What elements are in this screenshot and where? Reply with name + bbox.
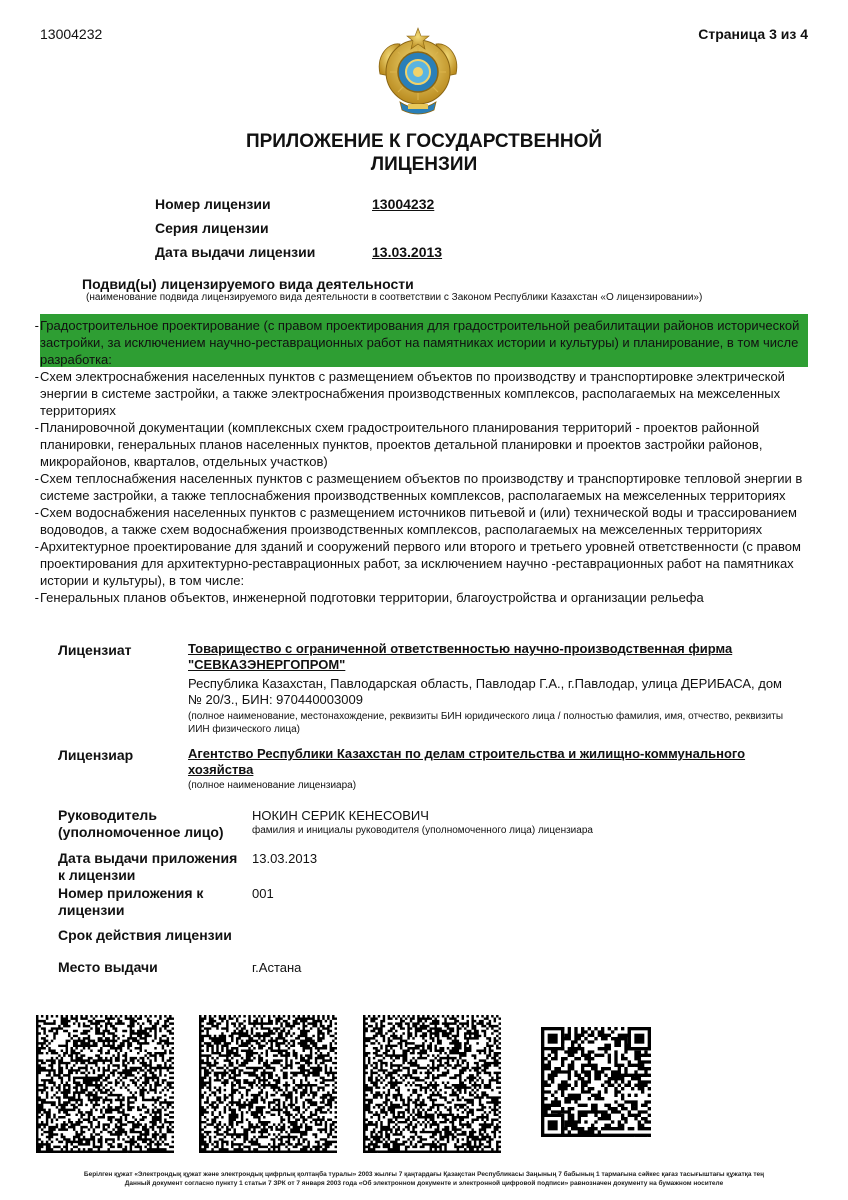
validity-label: Срок действия лицензии (58, 927, 232, 943)
footer-line-2: Данный документ согласно пункту 1 статьи 7 ЗРК от 7 января 2003 года «Об электронном документе и электронной цифровой подписи» равнозначен документу на бумажном носителе (124, 1180, 724, 1187)
activity-list (34, 317, 810, 606)
qr-code-icon (541, 1027, 651, 1137)
title-line-1: ПРИЛОЖЕНИЕ К ГОСУДАРСТВЕННОЙ (245, 131, 603, 152)
appendix-date-value: 13.03.2013 (252, 851, 318, 866)
sub-activity-text: Схем теплоснабжения населенных пунктов с размещением объектов по производству и транспортировке тепловой энергии в системе застройки, а также теплоснабжения производственных комплексов, располагаемых на межселенных территориях (40, 471, 803, 503)
licensor-note: (полное наименование лицензиара) (188, 780, 357, 791)
appendix-number-label: Номер приложения к лицензии (58, 885, 204, 918)
licensee-label: Лицензиат (58, 642, 132, 658)
head-block (252, 807, 593, 837)
sub-activity-list (34, 589, 810, 606)
licensee-name: Товарищество с ограниченной ответственностью научно-производственная фирма "СЕВКАЗЭНЕРГОПРОМ" (188, 641, 733, 672)
license-number-label: Номер лицензии (155, 196, 271, 212)
footer (0, 1170, 848, 1188)
licensee-note: (полное наименование, местонахождение, реквизиты БИН юридического лица / полностью фамилия, имя, отчество, реквизиты ИИН физического лица) (188, 711, 784, 735)
sub-activity-text: Генеральных планов объектов, инженерной подготовки территории, благоустройства и организации рельефа (40, 590, 704, 605)
sub-activity-text: Схем водоснабжения населенных пунктов с размещением источников питьевой и (или) технической воды и трассированием водоводов, а также схем водоснабжения производственных комплексов, располагаемых на межселенных территориях (40, 505, 797, 537)
sub-activity-item: -Генеральных планов объектов, инженерной подготовки территории, благоустройства и организации рельефа (34, 590, 704, 605)
appendix-date-label: Дата выдачи приложения к лицензии (58, 850, 238, 883)
sub-activity-item: -Схем электроснабжения населенных пунктов с размещением объектов по производству и транспортировке электрической энергии в системе застройки, а также электроснабжения производственных комплексов, располагаемых на межселенных территориях (34, 369, 785, 418)
license-date-label: Дата выдачи лицензии (155, 244, 316, 260)
license-series-label: Серия лицензии (155, 220, 269, 236)
footer-line-1: Берілген құжат «Электрондық құжат және электрондық цифрлық қолтаңба туралы» 2003 жылғы 7 қаңтардағы Қазақстан Республикасы Заңының 7 бабының 1 тармағына сәйкес қағаз тасығыштағы құжатқа тең (83, 1171, 765, 1178)
document-number: 13004232 (40, 26, 103, 42)
sub-activity-item: -Схем водоснабжения населенных пунктов с размещением источников питьевой и (или) технической воды и трассированием водоводов, а также схем водоснабжения производственных комплексов, располагаемых на межселенных территориях (34, 505, 797, 537)
document-title (0, 130, 848, 176)
sub-activity-item: -Планировочной документации (комплексных схем градостроительного планирования территорий - проектов районной планировки, генеральных планов населенных пунктов, проектов детальной планировки и проектов застройки районов, микрорайонов, кварталов, отдельных участков) (34, 420, 763, 469)
licensee-block (188, 641, 788, 736)
head-label: Руководитель (уполномоченное лицо) (58, 807, 224, 840)
sub-activity-text: Схем электроснабжения населенных пунктов с размещением объектов по производству и транспортировке электрической энергии в системе застройки, а также электроснабжения производственных комплексов, располагаемых на межселенных территориях (40, 369, 785, 418)
subtype-heading: Подвид(ы) лицензируемого вида деятельности (82, 276, 414, 292)
activity-text: Архитектурное проектирование для зданий и сооружений первого или второго и третьего уровней ответственности (с правом проектирования для архитектурно-реставрационных работ, за исключением научно -реставрационных работ на памятниках истории и культуры), в том числе: (40, 539, 801, 588)
license-date-value: 13.03.2013 (372, 244, 443, 260)
activity-item: -Градостроительное проектирование (с правом проектирования для градостроительной реабилитации районов исторической застройки, за исключением научно-реставрационных работ на памятниках истории и культуры) и планирование, в том числе разработка: -Схем электроснабжения населенных пунктов с размещением объектов по производству и транспортировке электрической энергии в системе застройки, а также электроснабжения производственных комплексов, располагаемых на межселенных территориях -Планировочной документации (комплексных схем градостроительного планирования территорий - проектов районной планировки, генеральных планов населенных пунктов, проектов детальной планировки и проектов застройки районов, микрорайонов, кварталов, отдельных участков) -Схем теплоснабжения населенных пунктов с размещением объектов по производству и транспортировке тепловой энергии в системе застройки, а также теплоснабжения производственных комплексов, располагаемых на межселенных территориях -Схем водоснабжения населенных пунктов с размещением источников питьевой и (или) технической воды и трассированием водоводов, а также схем водоснабжения производственных комплексов, располагаемых на межселенных территориях (40, 317, 810, 538)
barcode-1-icon (36, 1015, 174, 1153)
licensee-address: Республика Казахстан, Павлодарская область, Павлодар Г.А., г.Павлодар, улица ДЕРИБАСА, дом № 20/3., БИН: 970440003009 (188, 676, 782, 707)
head-note: фамилия и инициалы руководителя (уполномоченного лица) лицензиара (252, 825, 593, 836)
subtype-note: (наименование подвида лицензируемого вида деятельности в соответствии с Законом Республики Казахстан «О лицензировании») (86, 292, 703, 303)
license-number-value: 13004232 (372, 196, 435, 212)
barcode-2-icon (199, 1015, 337, 1153)
licensor-label: Лицензиар (58, 747, 134, 763)
activity-item: -Архитектурное проектирование для зданий и сооружений первого или второго и третьего уровней ответственности (с правом проектирования для архитектурно-реставрационных работ, за исключением научно -реставрационных работ на памятниках истории и культуры), в том числе: -Генеральных планов объектов, инженерной подготовки территории, благоустройства и организации рельефа (40, 538, 810, 606)
place-label: Место выдачи (58, 959, 158, 975)
title-line-2: ЛИЦЕНЗИИ (370, 154, 478, 175)
place-value: г.Астана (252, 960, 302, 975)
activity-text: Градостроительное проектирование (с правом проектирования для градостроительной реабилитации районов исторической застройки, за исключением научно-реставрационных работ на памятниках истории и культуры) и планирование, в том числе разработка: (40, 318, 800, 367)
appendix-number-value: 001 (252, 886, 274, 901)
sub-activity-item: -Схем теплоснабжения населенных пунктов с размещением объектов по производству и транспортировке тепловой энергии в системе застройки, а также теплоснабжения производственных комплексов, располагаемых на межселенных территориях (34, 471, 803, 503)
head-value: НОКИН СЕРИК КЕНЕСОВИЧ (252, 808, 429, 823)
licensor-block (188, 746, 788, 792)
state-emblem-icon (370, 22, 466, 118)
page-indicator: Страница 3 из 4 (698, 26, 808, 42)
licensor-name: Агентство Республики Казахстан по делам строительства и жилищно-коммунального хозяйства (188, 746, 746, 777)
barcode-3-icon (363, 1015, 501, 1153)
sub-activity-list (34, 368, 810, 538)
sub-activity-text: Планировочной документации (комплексных схем градостроительного планирования территорий - проектов районной планировки, генеральных планов населенных пунктов, проектов детальной планировки и проектов застройки районов, микрорайонов, кварталов, отдельных участков) (40, 420, 763, 469)
